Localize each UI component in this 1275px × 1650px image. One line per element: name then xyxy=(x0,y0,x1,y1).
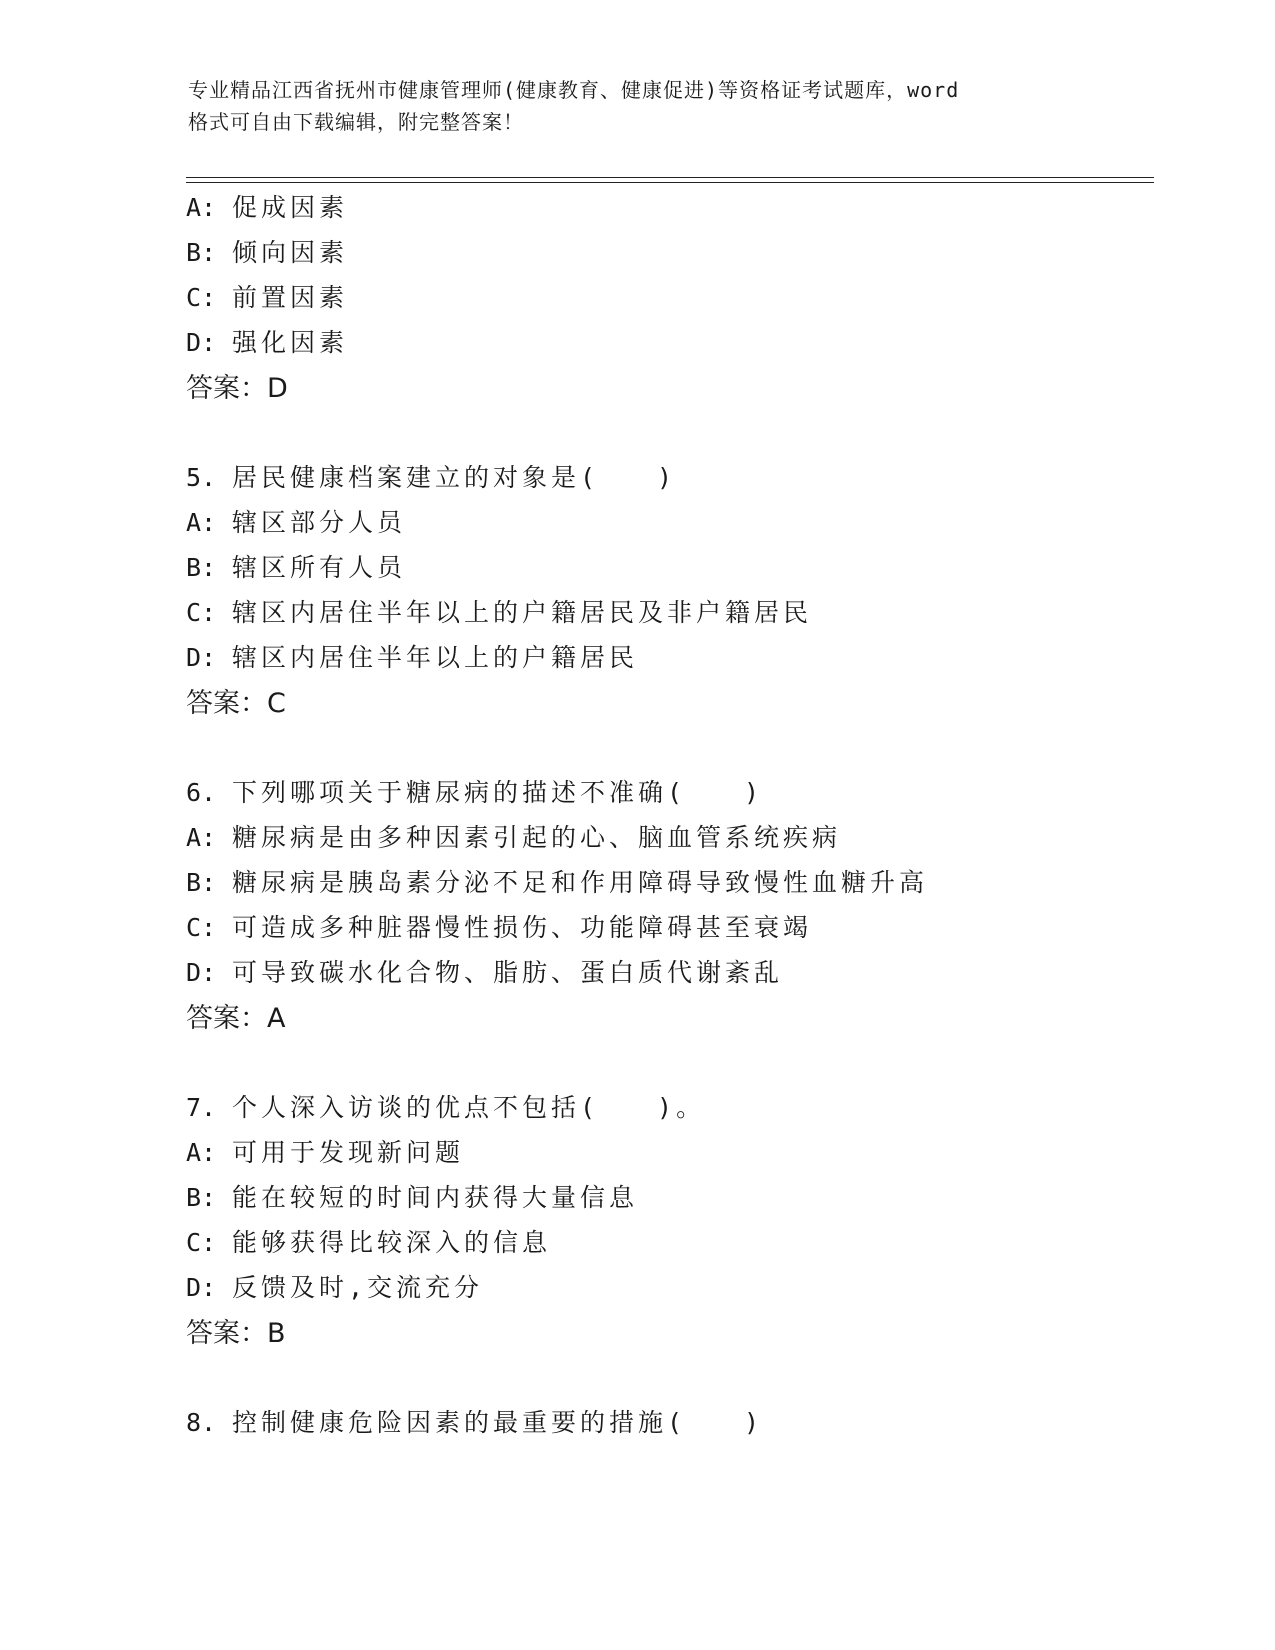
option-text: 糖尿病是胰岛素分泌不足和作用障碍导致慢性血糖升高 xyxy=(232,868,929,897)
option-letter: D: xyxy=(186,958,217,987)
q6-option-c xyxy=(186,911,812,945)
option-letter: A: xyxy=(186,193,217,222)
q4-option-d xyxy=(186,326,348,360)
option-letter: A: xyxy=(186,1138,217,1167)
option-text: 辖区内居住半年以上的户籍居民 xyxy=(232,643,639,672)
q5-option-c xyxy=(186,596,812,630)
option-text: 辖区内居住半年以上的户籍居民及非户籍居民 xyxy=(232,598,813,627)
option-text: 反馈及时,交流充分 xyxy=(232,1273,484,1302)
option-letter: B: xyxy=(186,553,217,582)
q7-option-c xyxy=(186,1226,551,1260)
q8-stem xyxy=(186,1406,763,1440)
option-letter: A: xyxy=(186,823,217,852)
q7-answer: 答案：B xyxy=(186,1318,286,1349)
option-letter: D: xyxy=(186,328,217,357)
question-number: 7. xyxy=(186,1093,217,1122)
q5-option-a xyxy=(186,506,406,540)
q4-option-a xyxy=(186,191,348,225)
option-text: 促成因素 xyxy=(232,193,349,222)
option-letter: D: xyxy=(186,1273,217,1302)
option-text: 可用于发现新问题 xyxy=(232,1138,465,1167)
option-letter: C: xyxy=(186,598,217,627)
q6-answer: 答案：A xyxy=(186,1003,286,1034)
q5-answer: 答案：C xyxy=(186,688,286,719)
option-text: 强化因素 xyxy=(232,328,349,357)
q6-option-a xyxy=(186,821,841,855)
q4-answer: 答案：D xyxy=(186,373,288,404)
question-text: 居民健康档案建立的对象是( ) xyxy=(232,463,677,492)
option-text: 辖区部分人员 xyxy=(232,508,407,537)
q6-option-d xyxy=(186,956,783,990)
option-text: 能在较短的时间内获得大量信息 xyxy=(232,1183,639,1212)
question-number: 8. xyxy=(186,1408,217,1437)
q6-option-b xyxy=(186,866,928,900)
q5-option-b xyxy=(186,551,406,585)
option-letter: B: xyxy=(186,868,217,897)
q7-option-b xyxy=(186,1181,638,1215)
header-divider-top xyxy=(186,177,1154,178)
header-line-2: 格式可自由下载编辑，附完整答案！ xyxy=(188,110,524,134)
q5-option-d xyxy=(186,641,638,675)
question-number: 5. xyxy=(186,463,217,492)
q7-option-a xyxy=(186,1136,464,1170)
option-letter: D: xyxy=(186,643,217,672)
q4-option-b xyxy=(186,236,348,270)
option-text: 糖尿病是由多种因素引起的心、脑血管系统疾病 xyxy=(232,823,842,852)
question-text: 下列哪项关于糖尿病的描述不准确( ) xyxy=(232,778,764,807)
q4-option-c xyxy=(186,281,348,315)
option-text: 倾向因素 xyxy=(232,238,349,267)
option-text: 前置因素 xyxy=(232,283,349,312)
option-letter: C: xyxy=(186,1228,217,1257)
q7-stem xyxy=(186,1091,705,1125)
document-header xyxy=(188,74,1088,138)
q5-stem xyxy=(186,461,676,495)
question-number: 6. xyxy=(186,778,217,807)
option-letter: B: xyxy=(186,238,217,267)
option-letter: C: xyxy=(186,913,217,942)
header-line-1: 专业精品江西省抚州市健康管理师(健康教育、健康促进)等资格证考试题库，word xyxy=(188,78,960,102)
header-divider-bottom xyxy=(186,182,1154,183)
option-text: 可造成多种脏器慢性损伤、功能障碍甚至衰竭 xyxy=(232,913,813,942)
option-text: 可导致碳水化合物、脂肪、蛋白质代谢紊乱 xyxy=(232,958,784,987)
option-letter: B: xyxy=(186,1183,217,1212)
q6-stem xyxy=(186,776,763,810)
question-text: 控制健康危险因素的最重要的措施( ) xyxy=(232,1408,764,1437)
option-letter: C: xyxy=(186,283,217,312)
option-text: 能够获得比较深入的信息 xyxy=(232,1228,552,1257)
question-text: 个人深入访谈的优点不包括( )。 xyxy=(232,1093,706,1122)
q7-option-d xyxy=(186,1271,483,1305)
option-text: 辖区所有人员 xyxy=(232,553,407,582)
option-letter: A: xyxy=(186,508,217,537)
